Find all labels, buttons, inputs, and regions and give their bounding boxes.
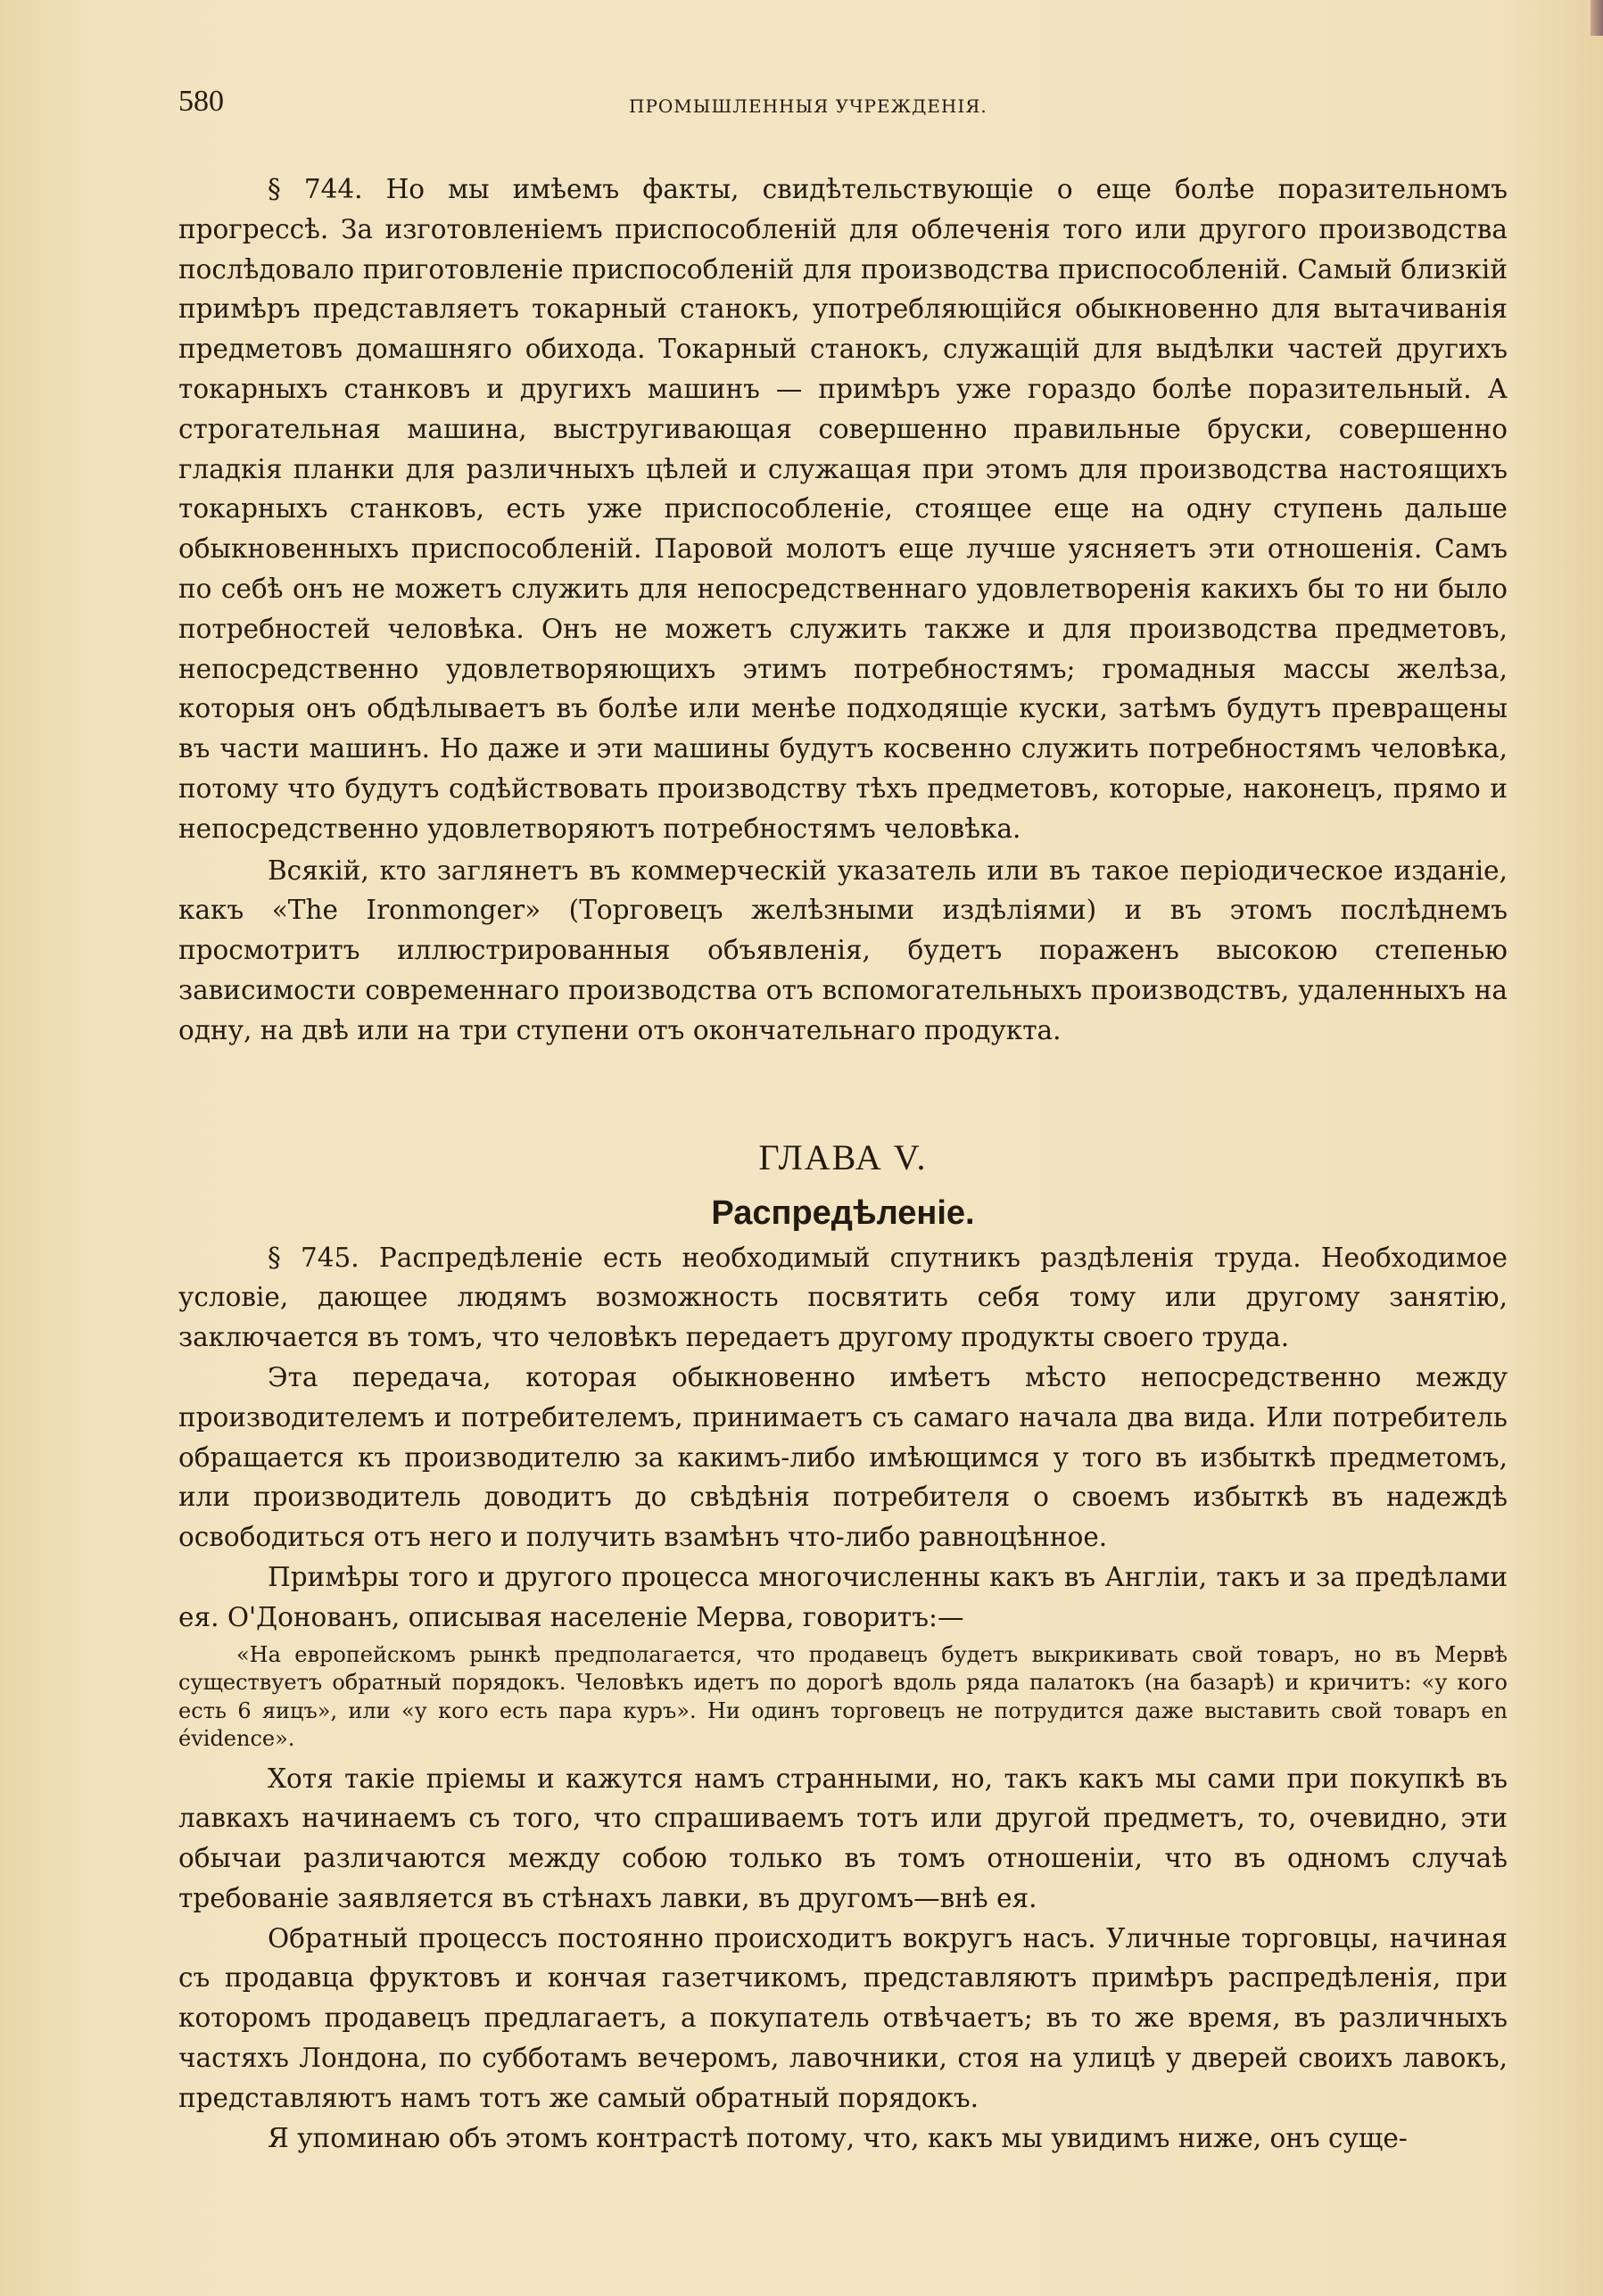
page-edge-mark [1591,0,1603,36]
paragraph-reverse: Обратный процессъ постоянно происходитъ вокругъ насъ. Уличные торговцы, начиная съ продавца фруктовъ и кончая газетчикомъ, представляютъ примѣръ распредѣленія, при которомъ продавецъ предлагаетъ, а покупатель отвѣчаетъ; въ то же время, въ различныхъ частяхъ Лондона, по субботамъ вечеромъ, лавочники, стоя на улицѣ у дверей своихъ лавокъ, представляютъ намъ тотъ же самый обратный порядокъ. [178,1922,1508,2113]
running-head: ПРОМЫШЛЕННЫЯ УЧРЕЖДЕНІЯ. [629,95,987,117]
paragraph-ironmonger: Всякій, кто заглянетъ въ коммерческій указатель или въ такое періодическое изданіе, какъ «The Ironmonger» (Торговецъ желѣзными издѣліями) и въ этомъ послѣднемъ просмотритъ иллюстрированныя объявленія, будетъ пораженъ высокою степенью зависимости современнаго производства отъ вспомогательныхъ производствъ, удаленныхъ на одну, на двѣ или на три ступени отъ окончательнаго продукта. [178,855,1508,1045]
paragraph-contrast: Я упоминаю объ этомъ контрастѣ потому, что, какъ мы увидимъ ниже, онъ суще- [268,2122,1408,2153]
odonovan-quote: «На европейскомъ рынкѣ предполагается, что продавецъ будетъ выкрикивать свой товаръ, но въ Мервѣ существуетъ обратный порядокъ. Человѣкъ идетъ по дорогѣ вдоль ряда палатокъ (на базарѣ) и кричитъ: «у кого есть 6 яицъ», или «у кого есть пара куръ». Ни одинъ торговецъ не потрудится даже выставить свой товаръ en évidence». [178,1641,1508,1751]
chapter-title: Распредѣленіе. [711,1193,975,1232]
chapter-number: ГЛАВА V. [758,1136,928,1177]
paragraph-745: § 745. Распредѣленіе есть необходимый спутникъ раздѣленія труда. Необходимое условіе, дающее людямъ возможность посвятить себя тому или другому занятію, заключается въ томъ, что человѣкъ передаетъ другому продукты своего труда. [178,1242,1508,1353]
paragraph-transfer: Эта передача, которая обыкновенно имѣетъ мѣсто непосредственно между производителемъ и потребителемъ, принимаетъ съ самаго начала два вида. Или потребитель обращается къ производителю за какимъ-либо имѣющимся у того въ избыткѣ предметомъ, или производитель доводитъ до свѣдѣнія потребителя о своемъ избыткѣ въ надеждѣ освободиться отъ него и получить взамѣнъ что-либо равноцѣнное. [178,1361,1508,1553]
page-header [178,85,1508,129]
body-text [178,169,1508,2158]
paragraph-methods: Хотя такіе пріемы и кажутся намъ странными, но, такъ какъ мы сами при покупкѣ въ лавкахъ начинаемъ съ того, что спрашиваемъ тотъ или другой предметъ, то, очевидно, эти обычаи различаются между собою только въ томъ отношеніи, что въ одномъ случаѣ требованіе заявляется въ стѣнахъ лавки, въ другомъ—внѣ ея. [178,1763,1508,1913]
paragraph-examples: Примѣры того и другого процесса многочисленны какъ въ Англіи, такъ и за предѣлами ея. О'Донованъ, описывая населеніе Мерва, говоритъ:— [178,1561,1508,1632]
page-number: 580 [178,85,224,118]
paragraph-744: § 744. Но мы имѣемъ факты, свидѣтельствующіе о еще болѣе поразительномъ прогрессѣ. За изготовленіемъ приспособленій для облеченія того или другого производства послѣдовало приготовленіе приспособленій для производства приспособленій. Самый близкій примѣръ представляетъ токарный станокъ, употребляющійся обыкновенно для вытачиванія предметовъ домашняго обихода. Токарный станокъ, служащій для выдѣлки частей другихъ токарныхъ станковъ и другихъ машинъ — примѣръ уже гораздо болѣе поразительный. А строгательная машина, выстругивающая совершенно правильные бруски, совершенно гладкія планки для различныхъ цѣлей и служащая при этомъ для производства настоящихъ токарныхъ станковъ, есть уже приспособленіе, стоящее еще на одну ступень дальше обыкновенныхъ приспособленій. Паровой молотъ еще лучше уясняетъ эти отношенія. Самъ по себѣ онъ не можетъ служить для непосредственнаго удовлетворенія какихъ бы то ни было потребностей человѣка. Онъ не можетъ служить также и для производства предметовъ, непосредственно удовлетворяющихъ этимъ потребностямъ; громадныя массы желѣза, которыя онъ обдѣлываетъ въ болѣе или менѣе подходящіе куски, затѣмъ будутъ превращены въ части машинъ. Но даже и эти машины будутъ косвенно служить потребностямъ человѣка, потому что будутъ содѣйствовать производству тѣхъ предметовъ, которые, наконецъ, прямо и непосредственно удовлетворяютъ потребностямъ человѣка. [178,174,1508,844]
